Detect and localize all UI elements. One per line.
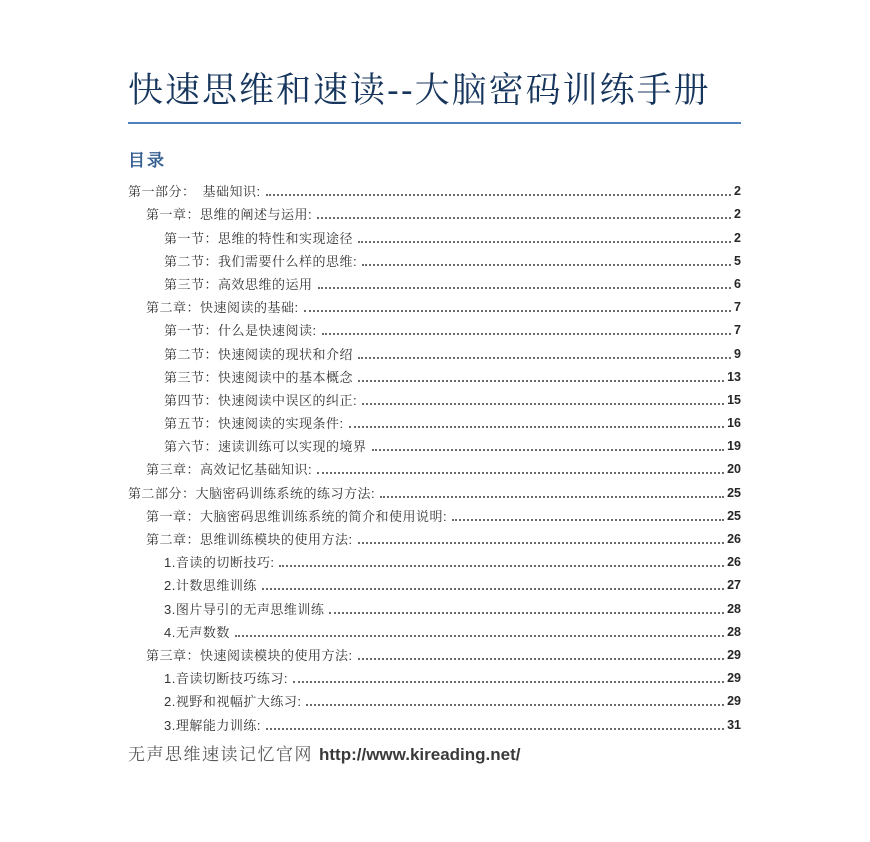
- toc-dot-leader: [380, 496, 724, 498]
- toc-entry[interactable]: [128, 596, 741, 619]
- toc-entry-label: 第一章：思维的阐述与运用:: [146, 207, 313, 223]
- toc-entry-label: 第三章：快速阅读模块的使用方法:: [146, 647, 353, 663]
- toc-list: [128, 179, 741, 736]
- toc-page-number: 28: [727, 624, 741, 639]
- toc-dot-leader: [349, 426, 724, 428]
- toc-page-number: 7: [734, 323, 741, 338]
- toc-entry-label: 1.音读的切断技巧:: [164, 555, 275, 571]
- toc-dot-leader: [262, 588, 724, 590]
- toc-page-number: 26: [727, 555, 741, 570]
- toc-page-number: 5: [734, 253, 741, 268]
- toc-entry-label: 第一部分： 基础知识:: [128, 184, 261, 200]
- toc-entry[interactable]: [128, 225, 741, 248]
- toc-dot-leader: [452, 519, 724, 521]
- toc-entry[interactable]: [128, 527, 741, 550]
- toc-entry[interactable]: [128, 295, 741, 318]
- toc-entry[interactable]: [128, 434, 741, 457]
- toc-heading: 目录: [128, 151, 166, 170]
- toc-page-number: 31: [727, 717, 741, 732]
- toc-page-number: 29: [727, 694, 741, 709]
- toc-entry[interactable]: [128, 179, 741, 202]
- toc-dot-leader: [362, 403, 724, 405]
- toc-dot-leader: [304, 310, 731, 312]
- toc-page-number: 6: [734, 276, 741, 291]
- footer-site-name: 无声思维速读记忆官网: [128, 744, 313, 764]
- toc-entry[interactable]: [128, 457, 741, 480]
- toc-page-number: 26: [727, 532, 741, 546]
- toc-entry-label: 第六节：速读训练可以实现的境界: [164, 439, 367, 455]
- document-title: 快速思维和速读--大脑密码训练手册: [128, 70, 741, 124]
- toc-entry[interactable]: [128, 318, 741, 341]
- toc-entry-label: 第三节：快速阅读中的基本概念: [164, 369, 354, 385]
- toc-entry-label: 第五节：快速阅读的实现条件:: [164, 416, 344, 432]
- toc-page-number: 29: [727, 671, 741, 686]
- toc-entry[interactable]: [128, 620, 741, 643]
- toc-entry[interactable]: [128, 666, 741, 689]
- toc-entry[interactable]: [128, 689, 741, 712]
- toc-page-number: 28: [727, 601, 741, 616]
- toc-entry-label: 3.图片导引的无声思维训练: [164, 601, 325, 617]
- toc-dot-leader: [358, 357, 731, 359]
- toc-entry-label: 第四节：快速阅读中误区的纠正:: [164, 392, 358, 408]
- toc-entry-label: 第一节：思维的特性和实现途径: [164, 230, 354, 246]
- toc-entry[interactable]: [128, 411, 741, 434]
- toc-dot-leader: [293, 681, 724, 683]
- toc-entry[interactable]: [128, 504, 741, 527]
- toc-entry-label: 第一章：大脑密码思维训练系统的简介和使用说明:: [146, 508, 448, 524]
- toc-entry[interactable]: [128, 272, 741, 295]
- toc-entry-label: 第二节：我们需要什么样的思维:: [164, 253, 358, 269]
- toc-dot-leader: [358, 542, 724, 544]
- toc-dot-leader: [235, 635, 724, 637]
- toc-page-number: 2: [734, 230, 741, 245]
- toc-entry-label: 第二部分：大脑密码训练系统的练习方法:: [128, 485, 376, 501]
- toc-entry-label: 第一节：什么是快速阅读:: [164, 323, 317, 339]
- toc-page-number: 2: [734, 184, 741, 199]
- toc-dot-leader: [317, 217, 731, 219]
- toc-dot-leader: [358, 241, 731, 243]
- toc-entry[interactable]: [128, 249, 741, 272]
- toc-entry[interactable]: [128, 202, 741, 225]
- toc-entry-label: 第二章：思维训练模块的使用方法:: [146, 532, 353, 547]
- toc-entry-label: 1.音读切断技巧练习:: [164, 671, 288, 687]
- toc-page-number: 13: [727, 369, 741, 384]
- toc-page-number: 16: [727, 416, 741, 431]
- toc-page-number: 29: [727, 647, 741, 662]
- toc-entry-label: 4.无声数数: [164, 624, 230, 640]
- toc-page-number: 2: [734, 207, 741, 222]
- toc-dot-leader: [266, 728, 724, 730]
- toc-entry[interactable]: [128, 573, 741, 596]
- toc-page-number: 9: [734, 346, 741, 361]
- page-footer: [128, 745, 741, 765]
- toc-dot-leader: [358, 380, 724, 382]
- toc-entry-label: 第二节：快速阅读的现状和介绍: [164, 346, 354, 362]
- toc-dot-leader: [318, 287, 732, 289]
- toc-entry[interactable]: [128, 712, 741, 735]
- toc-entry-label: 2.计数思维训练: [164, 578, 257, 594]
- toc-page-number: 15: [727, 392, 741, 407]
- toc-entry[interactable]: [128, 388, 741, 411]
- toc-dot-leader: [329, 612, 724, 614]
- toc-dot-leader: [279, 565, 724, 567]
- toc-dot-leader: [372, 449, 725, 451]
- toc-dot-leader: [322, 333, 731, 335]
- toc-entry-label: 第三节：高效思维的运用: [164, 276, 313, 292]
- toc-entry[interactable]: [128, 643, 741, 666]
- toc-dot-leader: [358, 658, 724, 660]
- toc-dot-leader: [317, 472, 724, 474]
- toc-entry-label: 第三章：高效记忆基础知识:: [146, 462, 313, 478]
- toc-entry[interactable]: [128, 550, 741, 573]
- toc-entry-label: 2.视野和视幅扩大练习:: [164, 694, 302, 710]
- toc-page-number: 20: [727, 462, 741, 477]
- toc-page-number: 19: [727, 439, 741, 454]
- toc-entry[interactable]: [128, 341, 741, 364]
- toc-dot-leader: [306, 704, 724, 706]
- toc-entry[interactable]: [128, 480, 741, 503]
- toc-entry[interactable]: [128, 365, 741, 388]
- toc-page-number: 27: [727, 578, 741, 593]
- toc-entry-label: 3.理解能力训练:: [164, 717, 261, 733]
- toc-entry-label: 第二章：快速阅读的基础:: [146, 300, 299, 316]
- toc-page-number: 25: [727, 508, 741, 523]
- toc-page-number: 7: [734, 300, 741, 315]
- toc-dot-leader: [266, 194, 731, 196]
- toc-dot-leader: [362, 264, 731, 266]
- footer-url-link[interactable]: http://www.kireading.net/: [319, 744, 521, 764]
- toc-page-number: 25: [727, 485, 741, 500]
